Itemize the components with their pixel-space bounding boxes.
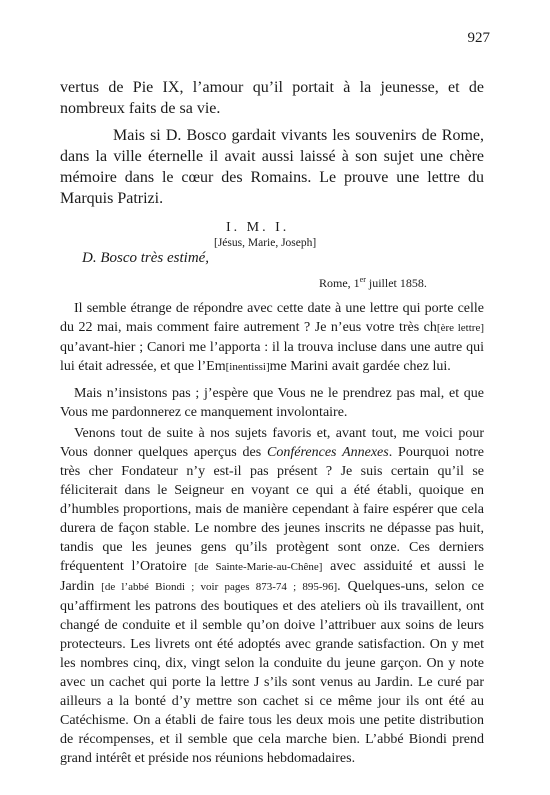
letter-p3-text-b: . Pourquoi notre très cher Fondateur n’y est-il pas présent ? Je suis certain qu’il se féliciterait dans le Seigneur en voyant ce qui a été établi, quoique en d’humbles proportions, mais de manière cependant à faire espérer que cela durera de façon stable. Le nombre des jeunes inscrits ne dépasse pas huit, tandis que les jeunes gens qu’ils protègent sont onze. Ces derniers fréquentent l’Oratoire [60,445,485,574]
letter-paragraph-2: Mais n’insistons pas ; j’espère que Vous ne le prendrez pas mal, et que Vous me pardonnerez ce manquement involontaire. [60,386,484,420]
letter-p1-text-c: me Marini avait gardée chez lui. [269,359,451,374]
letter-p3-insertion-2: [de l’abbé Biondi ; voir pages 873-74 ; 895-96] [101,581,338,593]
letter-p3-text-d: . Quelques-uns, selon ce qu’affirment les patrons des boutiques et des ateliers où ils travaillent, ont changé de conduite et il semble qu’on doive l’attribuer aux soins de leurs protecteurs. Les livrets ont été adoptés avec grande satisfaction. On y met les nombres cinq, dix, vingt selon la conduite du jeune garçon. On y note avec un cachet qui porte la lettre J s’ils sont venus au Jardin. Le curé par ailleurs a la bonté d’y mettre son cachet si ce même jour ils ont été au Catéchisme. On a établi de faire tous les deux mois une petite distribution de récompenses, et il semble que cela marche bien. L’abbé Biondi prend grand intérêt et préside nos réunions hebdomadaires. [60,579,484,766]
date-main: Rome, 1 [319,276,360,290]
date-rest: juillet 1858. [365,276,427,290]
conferences-annexes-title: Conférences Annexes [267,445,389,460]
letter-p1-insertion-1: [ère lettre] [436,322,484,334]
letter-place-date [319,275,427,291]
letter-paragraph-1 [60,299,484,377]
letter-p1-text-b: qu’avant-hier ; Canori me l’apporta : il la trouva incluse dans une autre qui lui était adressée, et que l’Em [60,340,484,374]
letter-heading: I. M. I. [226,220,290,235]
letter-p3-text-c: avec assiduité et aussi le Jardin [60,559,484,594]
date-superscript: er [359,275,366,284]
letter-p3-insertion-1: [de Sainte-Marie-au-Chêne] [194,561,323,573]
letter-paragraph-3 [60,424,484,768]
page-number: 927 [467,30,490,46]
letter-p1-insertion-2: [inentissi] [225,361,270,373]
letter-p1-text-a: Il semble étrange de répondre avec cette date à une lettre qui porte celle du 22 mai, mais comment faire autrement ? Je n’eus votre très ch [60,301,484,335]
body-paragraph-1: vertus de Pie IX, l’amour qu’il portait à la jeunesse, et de nombreux faits de sa vie. [60,79,484,117]
letter-greeting: D. Bosco très estimé, [82,250,210,266]
letter-p3-text-a: Venons tout de suite à nos sujets favoris et, avant tout, me voici pour Vous donner quelques aperçus des [60,426,484,460]
body-paragraph-2: Mais si D. Bosco gardait vivants les souvenirs de Rome, dans la ville éternelle il avait aussi laissé à son sujet une chère mémoire dans le cœur des Romains. Le prouve une lettre du Marquis Patrizi. [60,127,484,207]
letter-heading-note: [Jésus, Marie, Joseph] [214,237,317,249]
